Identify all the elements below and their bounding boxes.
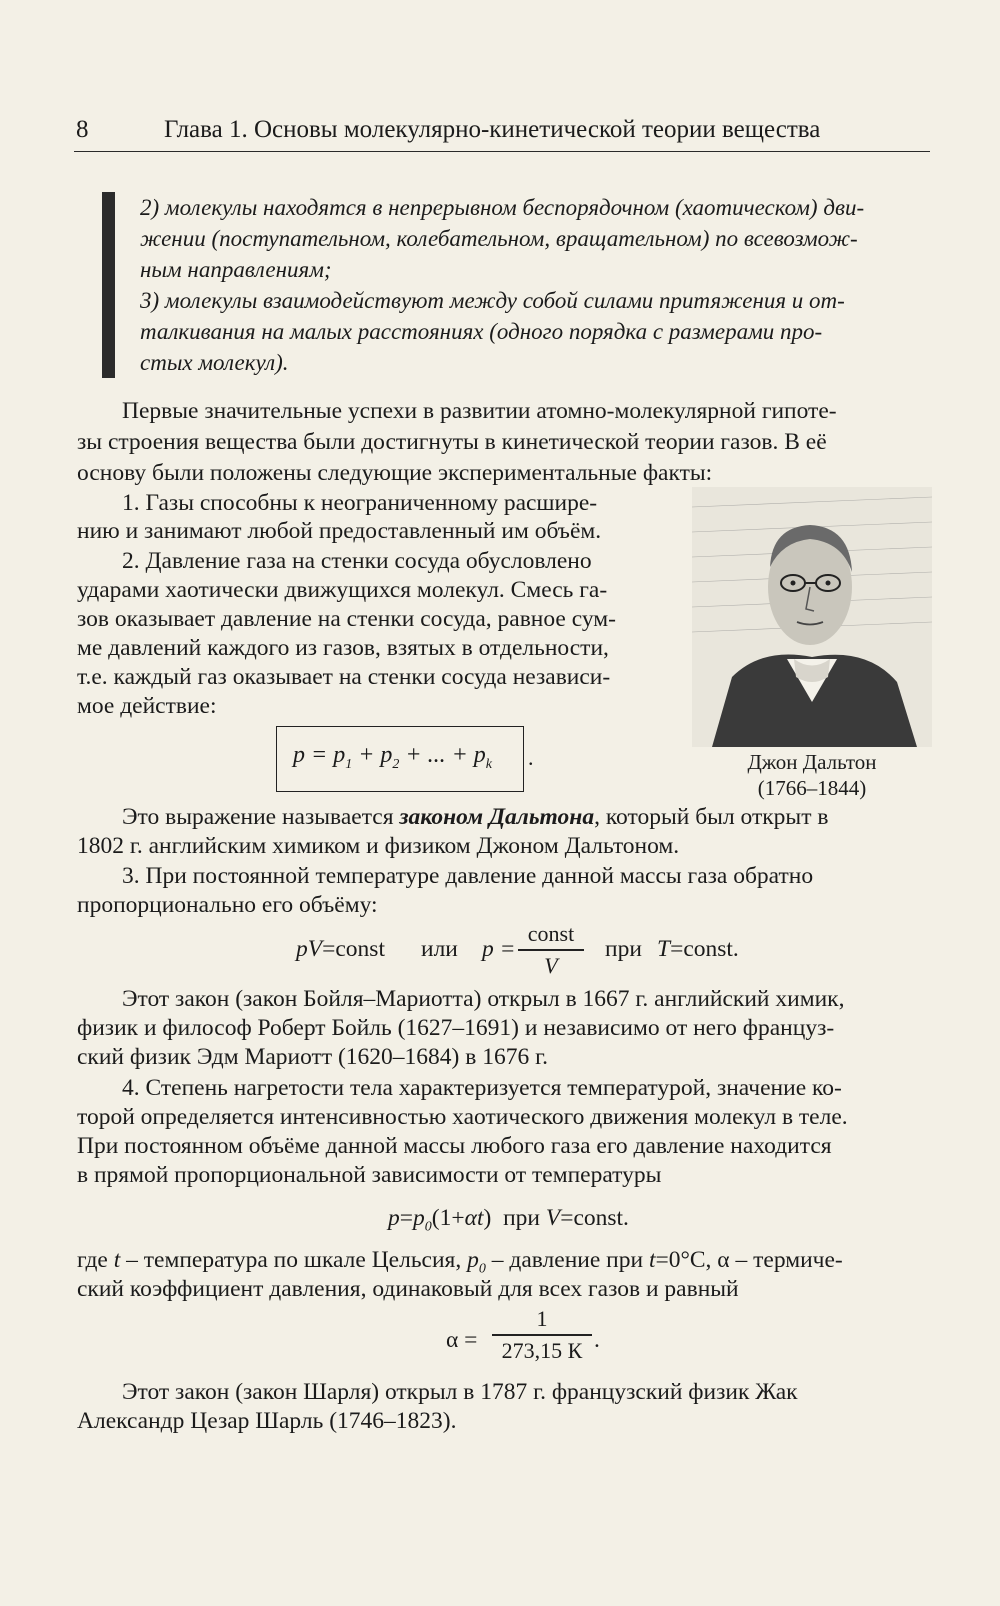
formula-part: + ... + p [399,742,486,768]
portrait-caption-years: (1766–1844) [757,776,867,800]
eq-condition [657,936,739,963]
eq-text: =const. [670,936,739,962]
eq-text: =const. [560,1205,629,1231]
fact-line: зов оказывает давление на стенки сосуда, равное сум- [77,606,616,632]
formula-subscript: 1 [345,756,353,772]
eq-part [296,936,385,963]
portrait-image [692,487,932,747]
eq-var: T [657,936,671,962]
intro-line: Первые значительные успехи в развитии атомно-молекулярной гипоте- [122,398,837,424]
fact-line: в прямой пропорциональной зависимости от температуры [77,1162,662,1188]
eq-text: =const [322,936,385,962]
frac-bar [518,949,584,951]
chapter-title: Глава 1. Основы молекулярно-кинетической теории вещества [164,116,821,143]
quote-bar [102,192,115,378]
eq-var-base: p [467,1247,479,1273]
quote-line: 2) молекулы находятся в непрерывном беспорядочном (хаотическом) дви- [140,195,865,220]
frac-numerator: const [527,921,575,946]
eq-var: t [113,1247,121,1273]
dalton-law-line [122,802,828,832]
fact-line: 4. Степень нагретости тела характеризуется температурой, значение ко- [122,1075,842,1101]
alpha-lhs: α = [446,1327,478,1353]
quote-line: жении (поступательном, колебательном, вращательном) по всевозмож- [140,226,858,251]
eq-var: pV [296,936,323,962]
quote-line: 3) молекулы взаимодействуют между собой силами притяжения и от- [140,288,845,313]
eq-text: при [503,1205,540,1231]
formula-subscript: 2 [392,756,400,772]
fact-line: 1. Газы способны к неограниченному расшире- [122,490,598,516]
eq-fraction [518,921,584,979]
dalton-formula-box [276,726,524,792]
fact-line: пропорционально его объёму: [77,892,378,918]
page-number: 8 [76,116,89,143]
eq-p: p = [482,936,516,962]
fact-line: При постоянном объёме данной массы любого газа его давление находится [77,1133,832,1159]
eq-at: при [605,936,642,962]
dalton-formula [293,742,492,773]
frac-denominator: 273,15 К [501,1337,583,1363]
fact-line: мое действие: [77,693,217,719]
text-span: где [77,1247,114,1273]
eq-text: = [399,1205,414,1231]
intro-line: зы строения вещества были достигнуты в кинетической теории газов. В её [77,429,827,455]
eq-text: (1+ [431,1205,465,1231]
frac-denominator: V [544,952,558,978]
formula-part: p = p [293,742,346,768]
dalton-portrait [692,487,932,747]
eq-var: αt [464,1205,484,1231]
fact-line: 2. Давление газа на стенки сосуда обусловлено [122,548,592,574]
quote-line: ным направлениям; [140,257,332,282]
eq-or: или [421,936,458,962]
alpha-fraction [492,1306,592,1364]
formula-subscript: k [485,756,493,772]
dalton-law-line: 1802 г. английским химиком и физиком Джоном Дальтоном. [77,833,680,859]
where-line: ский коэффициент давления, одинаковый для всех газов и равный [77,1276,739,1302]
eq-text: ) [483,1205,492,1231]
frac-numerator: 1 [536,1306,548,1331]
text-span: , который был открыт в [594,804,829,830]
eq-var: p [388,1205,400,1231]
eq-var [413,1205,432,1235]
eq-subscript: 0 [424,1219,432,1235]
highlighted-postulates [102,192,932,380]
text-span: Это выражение называется [122,804,400,830]
charles-line: Александр Цезар Шарль (1746–1823). [77,1408,457,1434]
charles-equation [388,1205,629,1236]
formula-part: + p [352,742,393,768]
quote-text [140,192,930,378]
running-header [74,112,930,152]
fact-line: ме давлений каждого из газов, взятых в отдельности, [77,635,609,661]
alpha-period: . [594,1327,600,1353]
fact-line: 3. При постоянной температуре давление данной массы газа обратно [122,863,814,889]
text-span: =0°C, α – термиче- [655,1247,843,1273]
fact-line: т.е. каждый газ оказывает на стенки сосуда независи- [77,664,611,690]
frac-bar [492,1334,592,1336]
fact-line: торой определяется интенсивностью хаотического движения молекул в теле. [77,1104,848,1130]
boyle-line: ский физик Эдм Мариотт (1620–1684) в 1676 г. [77,1044,548,1070]
law-name-emphasis: законом Дальтона [399,804,595,830]
portrait-caption-name: Джон Дальтон [747,750,877,774]
charles-line: Этот закон (закон Шарля) открыл в 1787 г. французский физик Жак [122,1379,798,1405]
fact-line: ударами хаотически движущихся молекул. Смесь га- [77,577,608,603]
quote-line: талкивания на малых расстояниях (одного порядка с размерами про- [140,319,823,344]
text-span: – температура по шкале Цельсия, [120,1247,468,1273]
eq-var: V [545,1205,561,1231]
quote-line: стых молекул). [140,350,289,375]
formula-period: . [528,745,534,770]
intro-line: основу были положены следующие экспериментальные факты: [77,460,713,486]
eq-var-base: p [413,1205,425,1231]
eq-subscript: 0 [478,1261,486,1277]
boyle-line: Этот закон (закон Бойля–Мариотта) открыл в 1667 г. английский химик, [122,986,845,1012]
eq-var [467,1247,486,1277]
boyle-line: физик и философ Роберт Бойль (1627–1691) и независимо от него француз- [77,1015,835,1041]
eq-var: t [648,1247,656,1273]
text-span: – давление при [485,1247,649,1273]
fact-line: нию и занимают любой предоставленный им объём. [77,518,602,544]
